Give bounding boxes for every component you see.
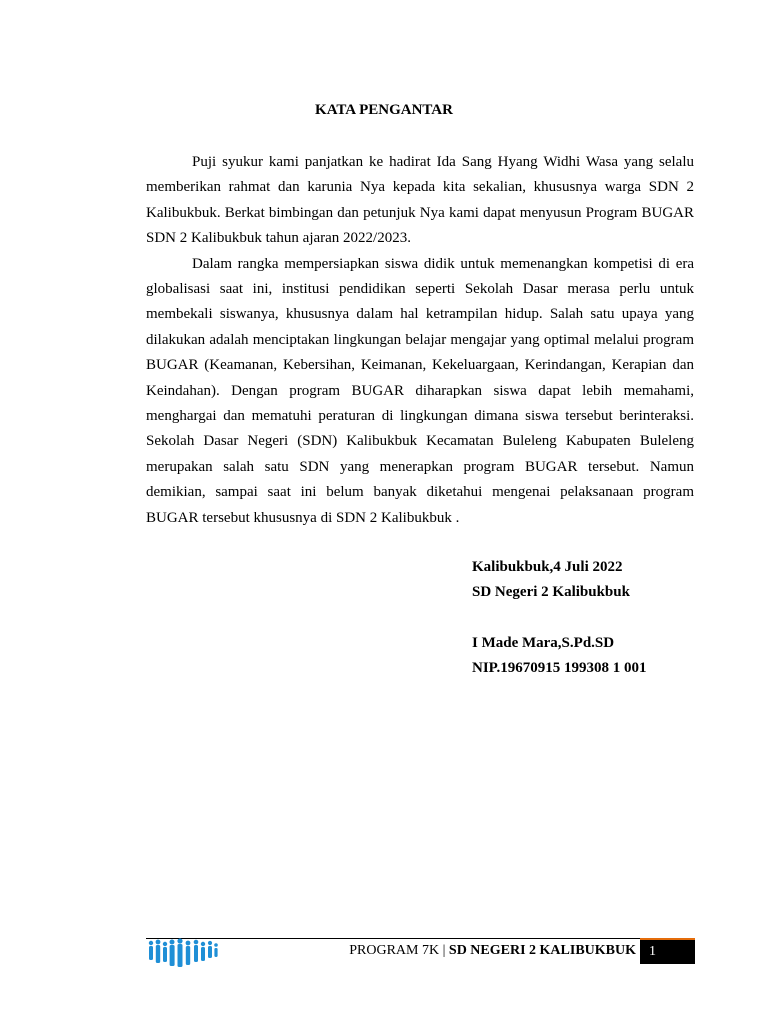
page-number: 1 (649, 944, 656, 959)
signatory-name: I Made Mara,S.Pd.SD (472, 634, 615, 651)
people-logo-icon (146, 938, 218, 968)
footer-school-label: SD NEGERI 2 KALIBUKBUK (448, 943, 636, 958)
paragraph-program-description: Dalam rangka mempersiapkan siswa didik untuk memenangkan kompetisi di era globalisasi saat ini, institusi pendidikan seperti Sekolah Dasar merasa perlu untuk membekali siswanya, khususnya dalam hal ketrampilan hidup. Salah satu upaya yang dilakukan adalah menciptakan lingkungan belajar mengajar yang optimal melalui program BUGAR (Keamanan, Kebersihan, Keimanan, Kekeluargaan, Kerindangan, Kerapian dan Keindahan). Dengan program BUGAR diharapkan siswa dapat lebih memahami, menghargai dan mematuhi peraturan di lingkungan dimana siswa tersebut berinteraksi. Sekolah Dasar Negeri (SDN) Kalibukbuk Kecamatan Buleleng Kabupaten Buleleng merupakan salah satu SDN yang menerapkan program BUGAR tersebut. Namun demikian, sampai saat ini belum banyak diketahui mengenai pelaksanaan program BUGAR tersebut khususnya di SDN 2 Kalibukbuk . (146, 255, 694, 526)
page-title: KATA PENGANTAR (315, 102, 453, 118)
signatory-nip: NIP.19670915 199308 1 001 (472, 660, 647, 677)
footer-separator: | (439, 943, 449, 958)
footer-divider (146, 938, 640, 939)
institution-name: SD Negeri 2 Kalibukbuk (472, 584, 630, 601)
footer-program-label: PROGRAM 7K (349, 943, 440, 958)
place-date: Kalibukbuk,4 Juli 2022 (472, 559, 623, 575)
signature-space (472, 606, 732, 631)
signature-block (472, 555, 732, 682)
body-text (146, 150, 694, 531)
footer-text (300, 943, 636, 959)
page-number-box (640, 940, 695, 964)
paragraph-opening: Puji syukur kami panjatkan ke hadirat Ida Sang Hyang Widhi Wasa yang selalu memberikan rahmat dan karunia Nya kepada kita sekalian, khususnya warga SDN 2 Kalibukbuk. Berkat bimbingan dan petunjuk Nya kami dapat menyusun Program BUGAR SDN 2 Kalibukbuk tahun ajaran 2022/2023. (146, 154, 694, 247)
